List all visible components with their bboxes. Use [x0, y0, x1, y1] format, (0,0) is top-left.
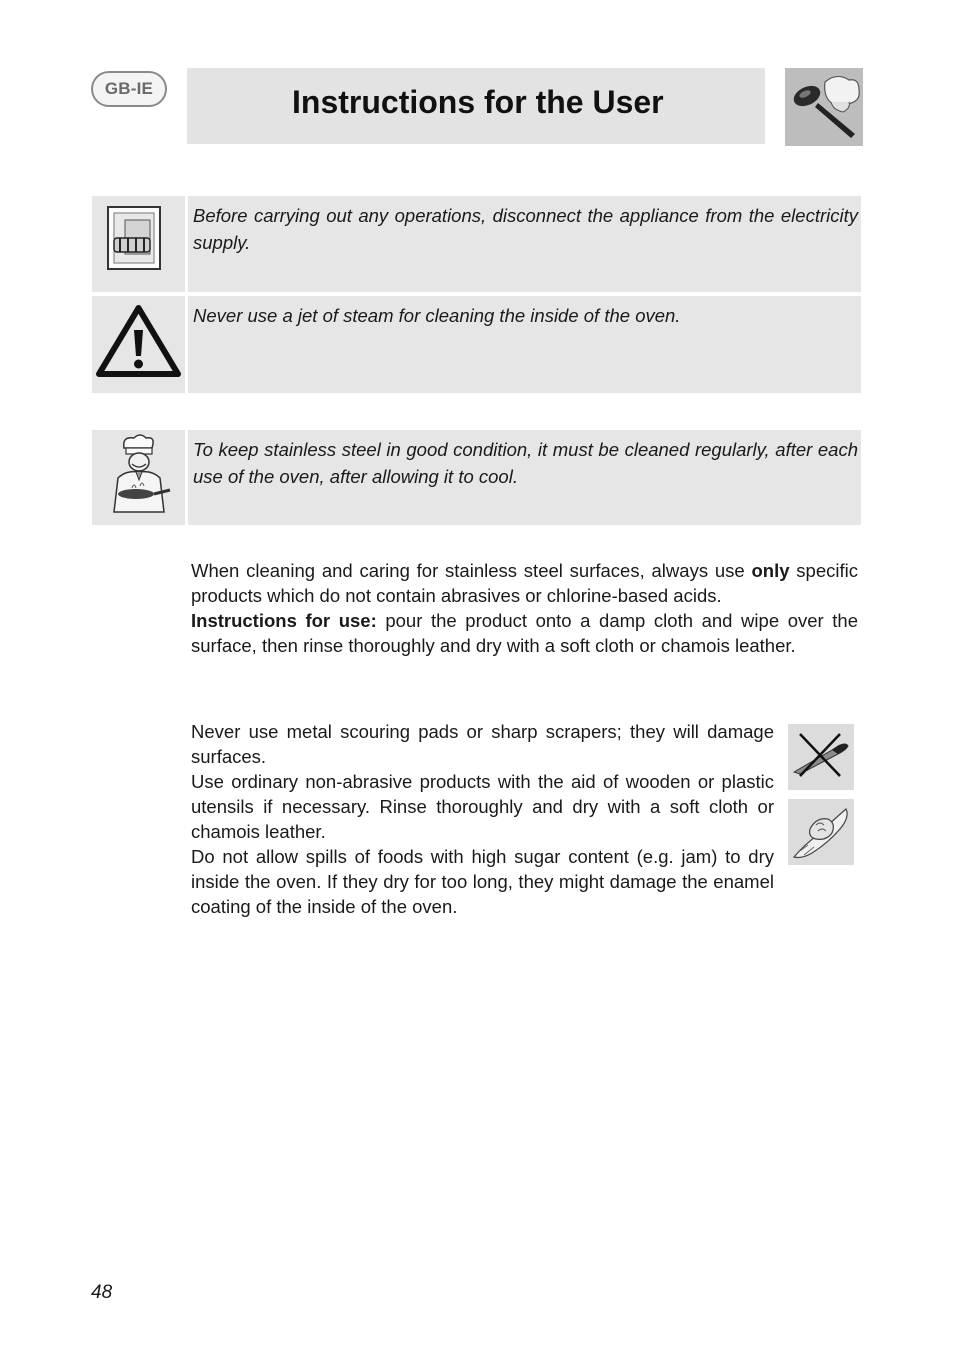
chef-icon [92, 430, 185, 525]
notice-steam [188, 296, 861, 393]
cloth-hand-icon [788, 799, 854, 865]
enamel-paragraph-3: Do not allow spills of foods with high sugar content (e.g. jam) to dry inside the oven. If they dry for too long, they might damage the enamel coating of the inside of the oven. [191, 846, 774, 917]
enamel-paragraph-2: Use ordinary non-abrasive products with the aid of wooden or plastic utensils if necessary. Rinse thoroughly and dry with a soft cloth or chamois leather. [191, 771, 774, 842]
stainless-paragraph: When cleaning and caring for stainless steel surfaces, always use only specific products which do not contain abrasives or chlorine-based acids. [191, 560, 858, 606]
stainless-instructions [191, 558, 858, 658]
instructions-label: Instructions for use: [191, 610, 377, 631]
notice-text: To keep stainless steel in good condition, it must be cleaned regularly, after each use of the oven, after allowing it to cool. [193, 439, 858, 487]
warning-triangle-icon [92, 296, 185, 393]
notice-text: Never use a jet of steam for cleaning the inside of the oven. [193, 305, 681, 326]
region-badge: GB-IE [91, 71, 167, 107]
unplug-icon [92, 196, 185, 292]
title-bar [187, 68, 765, 144]
spoon-chef-hat-icon [785, 68, 863, 146]
page-title: Instructions for the User [292, 84, 664, 120]
emphasis-only: only [751, 560, 790, 581]
enamel-paragraph-1: Never use metal scouring pads or sharp scrapers; they will damage surfaces. [191, 721, 774, 767]
notice-text: Before carrying out any operations, disconnect the appliance from the electricity supply. [193, 205, 858, 253]
page-number: 48 [91, 1282, 113, 1303]
instructions-for-use-paragraph: Instructions for use: pour the product onto a damp cloth and wipe over the surface, then rinse thoroughly and dry with a soft cloth or chamois leather. [191, 610, 858, 656]
notice-disconnect [188, 196, 861, 292]
unplug-icon-cell [92, 196, 185, 292]
chef-icon-cell [92, 430, 185, 525]
warning-icon-cell [92, 296, 185, 393]
crossed-knife-icon [788, 724, 854, 790]
notice-stainless [188, 430, 861, 525]
enamel-instructions [191, 719, 774, 919]
